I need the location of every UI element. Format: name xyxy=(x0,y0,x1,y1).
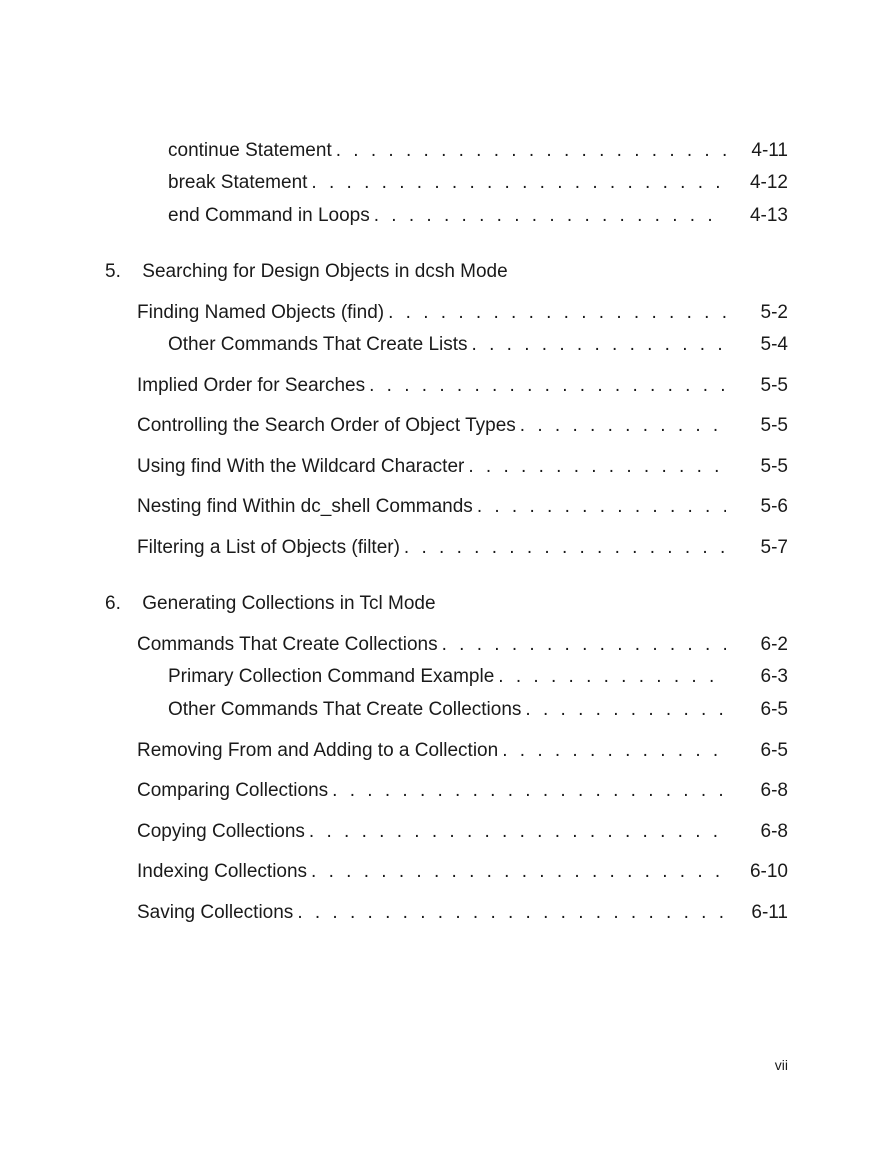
entry-page: 5-6 xyxy=(760,496,788,517)
toc-entry[interactable] xyxy=(168,664,788,690)
entry-page: 6-5 xyxy=(760,699,788,720)
entry-page: 4-13 xyxy=(749,205,788,226)
chapter-title: Searching for Design Objects in dcsh Mode xyxy=(142,261,508,282)
toc-entry[interactable] xyxy=(137,859,788,885)
chapter-heading[interactable] xyxy=(105,591,436,617)
toc-entry[interactable] xyxy=(168,697,788,723)
entry-page: 5-7 xyxy=(760,537,788,558)
dot-leader xyxy=(307,859,726,885)
toc-entry[interactable] xyxy=(137,900,788,926)
entry-title: Finding Named Objects (find) xyxy=(137,302,385,323)
toc-entry[interactable] xyxy=(137,300,788,326)
entry-title: Removing From and Adding to a Collection xyxy=(137,740,499,761)
entry-title: Commands That Create Collections xyxy=(137,634,438,655)
entry-page: 5-5 xyxy=(760,415,788,436)
page-number: vii xyxy=(774,1057,788,1073)
toc-entry[interactable] xyxy=(168,332,788,358)
dot-leader xyxy=(498,738,726,764)
toc-entry[interactable] xyxy=(168,170,788,196)
entry-page: 6-11 xyxy=(751,902,788,923)
dot-leader xyxy=(384,300,726,326)
entry-title: Saving Collections xyxy=(137,902,294,923)
toc-entry[interactable] xyxy=(137,494,788,520)
dot-leader xyxy=(468,332,726,358)
dot-leader xyxy=(332,138,726,164)
dot-leader xyxy=(516,413,726,439)
entry-title: Nesting find Within dc_shell Commands xyxy=(137,496,473,517)
entry-page: 5-5 xyxy=(760,375,788,396)
chapter-number: 5. xyxy=(105,261,121,282)
toc-entry[interactable] xyxy=(137,738,788,764)
entry-title: Filtering a List of Objects (filter) xyxy=(137,537,400,558)
entry-title: Copying Collections xyxy=(137,821,305,842)
entry-page: 4-12 xyxy=(749,172,788,193)
toc-entry[interactable] xyxy=(137,454,788,480)
entry-page: 6-8 xyxy=(760,821,788,842)
entry-title: break Statement xyxy=(168,172,308,193)
dot-leader xyxy=(365,373,726,399)
entry-page: 6-10 xyxy=(749,861,788,882)
entry-title: continue Statement xyxy=(168,140,332,161)
dot-leader xyxy=(293,900,726,926)
entry-title: end Command in Loops xyxy=(168,205,370,226)
entry-title: Using find With the Wildcard Character xyxy=(137,456,465,477)
toc-entry[interactable] xyxy=(168,138,788,164)
dot-leader xyxy=(370,203,726,229)
dot-leader xyxy=(473,494,726,520)
entry-page: 5-5 xyxy=(760,456,788,477)
entry-page: 6-3 xyxy=(760,666,788,687)
dot-leader xyxy=(464,454,726,480)
entry-title: Indexing Collections xyxy=(137,861,308,882)
dot-leader xyxy=(307,170,726,196)
toc-entry[interactable] xyxy=(168,203,788,229)
entry-title: Other Commands That Create Lists xyxy=(168,334,468,355)
chapter-heading[interactable] xyxy=(105,259,508,285)
entry-page: 5-2 xyxy=(760,302,788,323)
entry-title: Other Commands That Create Collections xyxy=(168,699,522,720)
entry-page: 6-2 xyxy=(760,634,788,655)
dot-leader xyxy=(494,664,726,690)
toc-entry[interactable] xyxy=(137,535,788,561)
toc-entry[interactable] xyxy=(137,819,788,845)
entry-page: 5-4 xyxy=(760,334,788,355)
entry-page: 4-11 xyxy=(751,140,788,161)
dot-leader xyxy=(438,632,726,658)
dot-leader xyxy=(521,697,726,723)
dot-leader xyxy=(328,778,726,804)
toc-entry[interactable] xyxy=(137,373,788,399)
chapter-title: Generating Collections in Tcl Mode xyxy=(142,593,436,614)
entry-page: 6-5 xyxy=(760,740,788,761)
toc-entry[interactable] xyxy=(137,632,788,658)
entry-page: 6-8 xyxy=(760,780,788,801)
toc-entry[interactable] xyxy=(137,778,788,804)
entry-title: Controlling the Search Order of Object Types xyxy=(137,415,516,436)
entry-title: Implied Order for Searches xyxy=(137,375,366,396)
entry-title: Comparing Collections xyxy=(137,780,329,801)
dot-leader xyxy=(400,535,726,561)
chapter-number: 6. xyxy=(105,593,121,614)
dot-leader xyxy=(305,819,726,845)
entry-title: Primary Collection Command Example xyxy=(168,666,495,687)
toc-entry[interactable] xyxy=(137,413,788,439)
